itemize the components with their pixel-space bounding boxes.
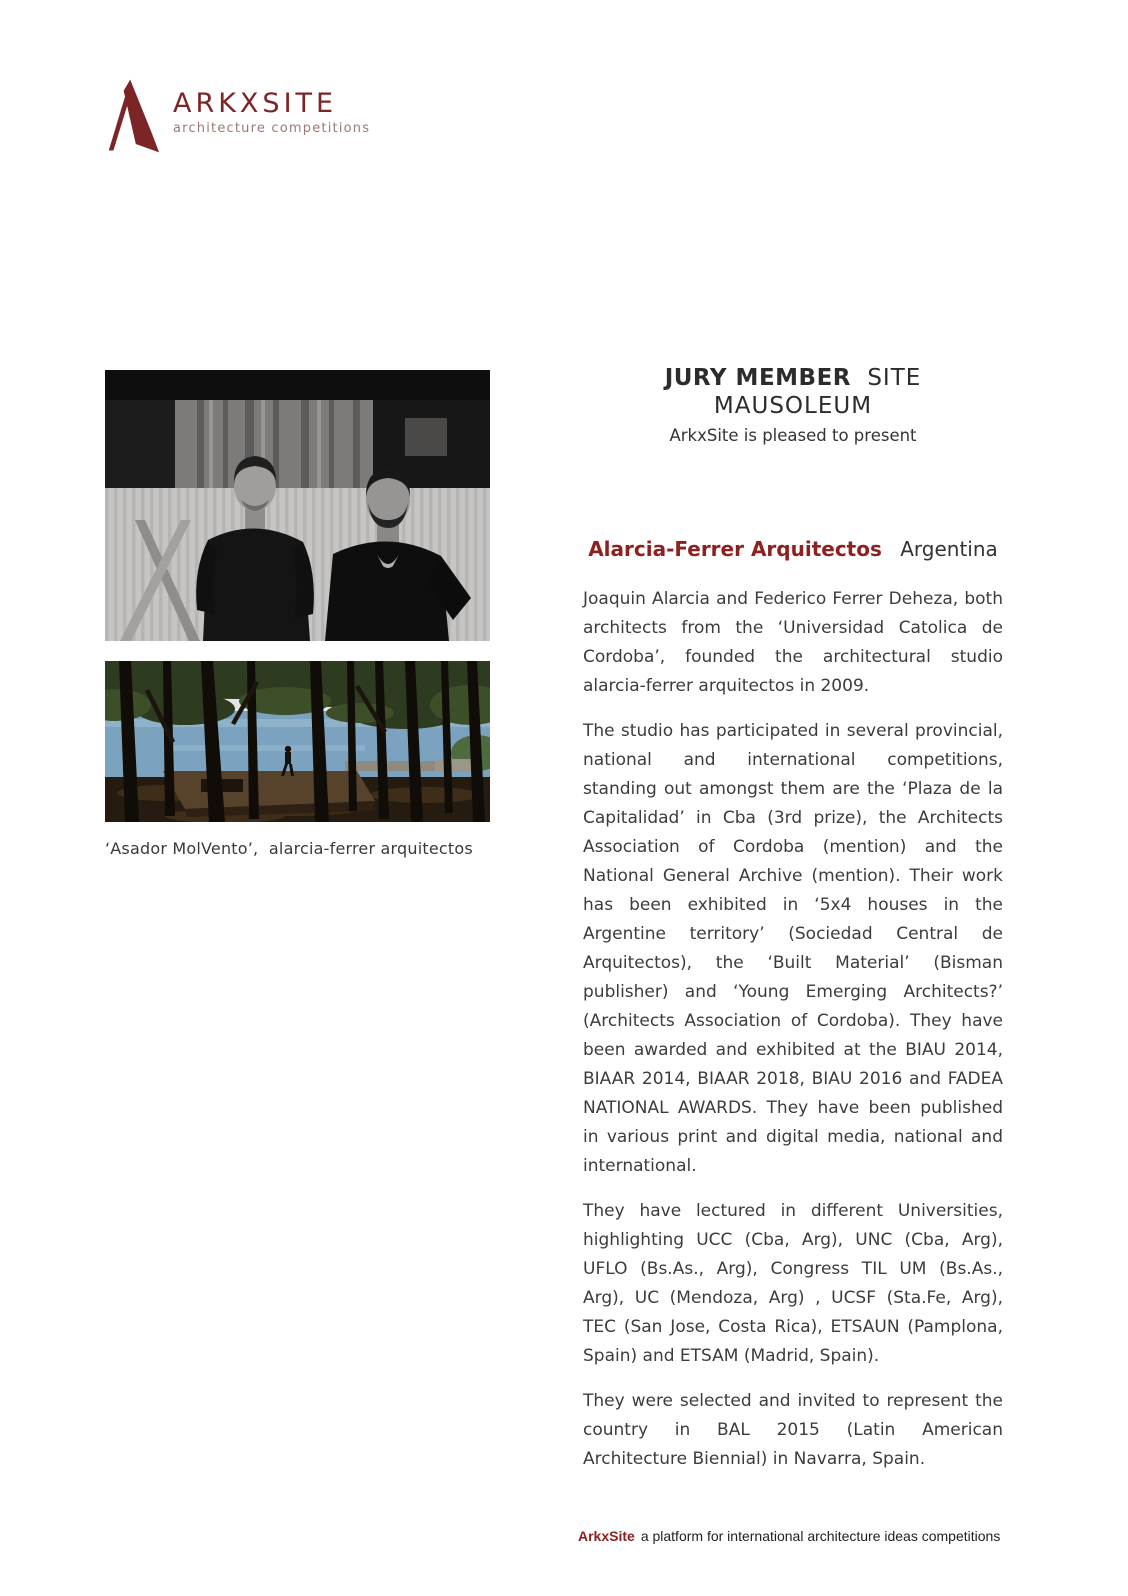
wood-deck (163, 771, 375, 817)
bio-paragraph: They were selected and invited to represent the country in BAL 2015 (Latin American Architecture Biennial) in Navarra, Spain. (583, 1391, 1003, 1470)
bio-paragraph: Joaquin Alarcia and Federico Ferrer Deheza, both architects from the ‘Universidad Catolica de Cordoba’, founded the architectural studio alarcia-ferrer arquitectos in 2009. (583, 589, 1003, 697)
logo-tagline: architecture competitions (173, 121, 371, 136)
competition-name: SITE MAUSOLEUM (713, 365, 922, 419)
studio-name: Alarcia-Ferrer Arquitectos (588, 537, 882, 562)
page-title (583, 365, 1003, 420)
asador-molvento-project-photo (105, 661, 490, 822)
photo-caption: ‘Asador MolVento’, alarcia-ferrer arquitectos (105, 839, 473, 858)
jury-member-heading (583, 537, 1003, 561)
architects-portrait-photo (105, 370, 490, 641)
studio-country: Argentina (900, 537, 998, 562)
bio-paragraph: The studio has participated in several provincial, national and international competitions, standing out amongst them are the ‘Plaza de la Capitalidad’ in Cba (3rd prize), the Architects Association of Cordoba (mention) and the National General Archive (mention). Their work has been exhibited in ‘5x4 houses in the Argentine territory’ (Sociedad Central de Arquitectos), the ‘Built Material’ (Bisman publisher) and ‘Young Emerging Architects?’ (Architects Association of Cordoba). They have been awarded and exhibited at the BIAU 2014, BIAAR 2014, BIAAR 2018, BIAU 2016 and FADEA NATIONAL AWARDS. They have been published in various print and digital media, national and international. (583, 721, 1003, 1177)
arkxsite-logo (105, 78, 370, 154)
bio-paragraph: They have lectured in different Universities, highlighting UCC (Cba, Arg), UNC (Cba, Arg), UFLO (Bs.As., Arg), Congress TIL UM (Bs.As., Arg), UC (Mendoza, Arg) , UCSF (Sta.Fe, Arg), TEC (San Jose, Costa Rica), ETSAUN (Pamplona, Spain) and ETSAM (Madrid, Spain). (583, 1201, 1003, 1367)
arkxsite-logo-mark-icon (105, 78, 161, 154)
photo-column (105, 370, 490, 858)
page-subtitle: ArkxSite is pleased to present (669, 426, 917, 446)
jury-member-label: JURY MEMBER (664, 365, 851, 391)
content-column (583, 365, 1003, 1490)
biography-text (583, 585, 1003, 1474)
footer-brand: ArkxSite (578, 1528, 635, 1544)
logo-wordmark: ARKXSITE (173, 88, 338, 119)
footer-tagline: a platform for international architecture ideas competitions (640, 1528, 1001, 1544)
page-footer (578, 1528, 1008, 1544)
